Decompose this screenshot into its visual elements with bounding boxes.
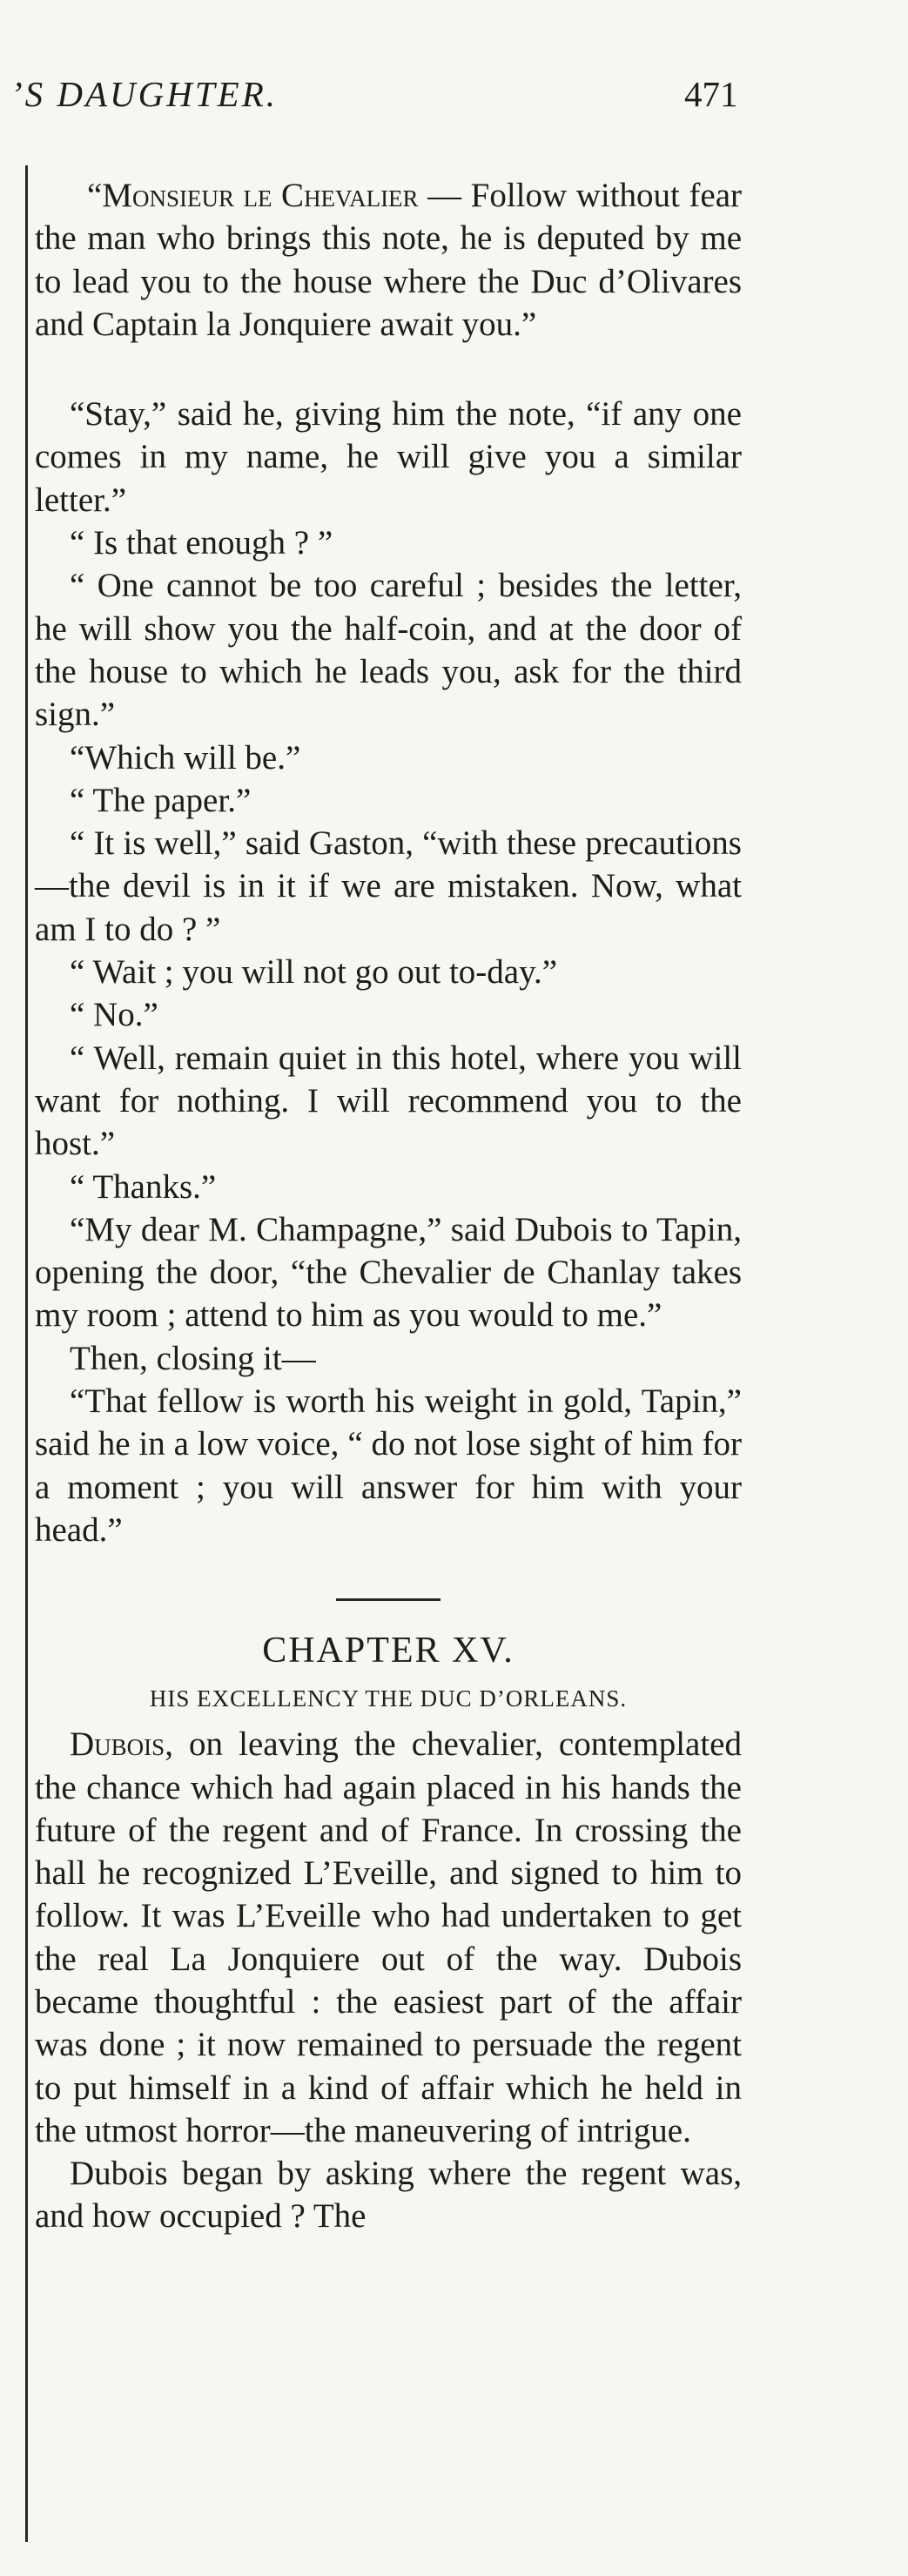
margin-rule xyxy=(25,165,28,2542)
chapter-title: CHAPTER XV. xyxy=(262,1631,515,1671)
paragraph: “ Is that enough ? ” xyxy=(70,524,333,562)
chapter-paragraph: Dubois began by asking where the regent was, and how occupied ? The xyxy=(35,2155,742,2236)
paragraph-gap xyxy=(35,346,742,393)
letter-salutation: “Monsieur le Chevalier xyxy=(87,177,419,214)
letter-text xyxy=(35,174,742,346)
running-title: ’S DAUGHTER. xyxy=(10,74,279,114)
section-divider xyxy=(336,1598,441,1601)
paragraph: “Which will be.” xyxy=(70,738,301,777)
paragraph: “ Wait ; you will not go out to-day.” xyxy=(70,953,558,992)
chapter-paragraph-text: , on leaving the chevalier, contemplated the chance which had again placed in his hands the future of the regent and of France. In crossing the hall he recognized L’Eveille, and signed to him to follow. It was L’Eveille who had undertaken to get the real La Jonquiere out of the way. Dubois became thoughtful : the easiest part of the affair was done ; it now remained to persuade the regent to put himself in a kind of affair which he held in the utmost horror—the maneuvering of intrigue. xyxy=(35,1725,742,2149)
page-header xyxy=(0,73,908,125)
paragraph: “ It is well,” said Gaston, “with these precautions—the devil is in it if we are mistaken. Now, what am I to do ? ” xyxy=(35,824,742,948)
page-body xyxy=(35,174,742,2238)
paragraph: “ The paper.” xyxy=(70,781,252,819)
chapter-paragraph xyxy=(35,1723,742,2152)
paragraph: “My dear M. Champagne,” said Dubois to Tapin, opening the door, “the Chevalier de Chanlay takes my room ; attend to him as you would to me.” xyxy=(35,1210,742,1335)
chapter-lead-word: Dubois xyxy=(70,1725,165,1764)
paragraph: “ No.” xyxy=(70,996,158,1034)
paragraph: “Stay,” said he, giving him the note, “if any one comes in my name, he will give you a similar letter.” xyxy=(35,395,742,519)
paragraph: “That fellow is worth his weight in gold, Tapin,” said he in a low voice, “ do not lose sight of him for a moment ; you will answer for him with your head.” xyxy=(35,1382,742,1549)
paragraph: “ One cannot be too careful ; besides the letter, he will show you the half-coin, and at the door of the house to which he leads you, ask for the third sign.” xyxy=(35,567,742,734)
chapter-subtitle: HIS EXCELLENCY THE DUC D’ORLEANS. xyxy=(149,1685,628,1712)
letter-body: — Follow without fear the man who brings this note, he is deputed by me to lead you to the house where the Duc d’Olivares and Captain la Jonquiere await you.” xyxy=(35,177,742,343)
paragraph: “ Well, remain quiet in this hotel, where you will want for nothing. I will recommend you to the host.” xyxy=(35,1039,742,1163)
page-number: 471 xyxy=(684,74,738,114)
paragraph: “ Thanks.” xyxy=(70,1167,217,1206)
paragraph: Then, closing it— xyxy=(70,1339,316,1377)
